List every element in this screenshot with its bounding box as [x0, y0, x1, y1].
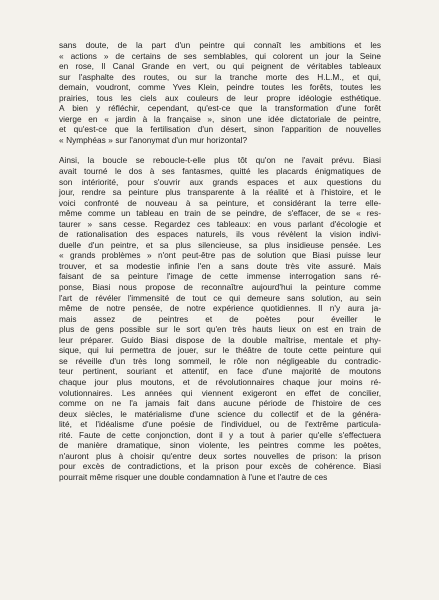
- text-line: volutionnaires. Les années qui viennent exigeront en effet de concilier,: [59, 387, 381, 398]
- text-line: ponse, Biasi nous propose de reconnaître aujourd'hui la peinture comme: [59, 282, 381, 293]
- text-line: et qu'est-ce que la fertilisation d'un désert, sinon l'apparition de nouvelles: [59, 124, 381, 135]
- text-line: leur préparer. Guido Biasi dispose de la double maîtrise, mentale et phy-: [59, 334, 381, 345]
- text-line: pour excès de contradictions, et la prison pour excès de cohérence. Biasi: [59, 461, 381, 472]
- text-line: deux siècles, le matérialisme d'une science du collectif et de la généra-: [59, 408, 381, 419]
- text-line: même comme un tableau en train de se peindre, de s'effacer, de se « res-: [59, 208, 381, 219]
- text-line: taurer » sans cesse. Regardez ces tableaux: en vous parlant d'écologie et: [59, 218, 381, 229]
- text-line: sur l'asphalte des routes, ou sur la tranche morte des H.L.M., et qui,: [59, 71, 381, 82]
- text-line: trouver, et sa modestie infinie l'en a sans doute très vite assuré. Mais: [59, 260, 381, 271]
- text-line: n'auront plus à choisir qu'entre deux sortes nouvelles de prison: la prison: [59, 450, 381, 461]
- text-line: duelle d'un peintre, et sa plus silencieuse, sa plus insidieuse pensée. Les: [59, 239, 381, 250]
- text-line: pourrait même risquer une double condamnation à l'une et l'autre de ces: [59, 471, 328, 482]
- text-line: comme on ne l'a jamais fait dans aucune période de l'histoire de ces: [59, 398, 381, 409]
- text-line: chaque jour plus moutons, et de révolutionnaires chaque jour moins ré-: [59, 376, 381, 387]
- text-line: « Nymphéas » sur l'anonymat d'un mur horizontal?: [59, 134, 248, 145]
- text-line: en rose, Il Canal Grande en vert, ou qui peignent de véritables tableaux: [59, 61, 381, 72]
- text-line: Ainsi, la boucle se reboucle-t-elle plus tôt qu'on ne l'avait prévu. Biasi: [59, 155, 381, 166]
- text-line: prairies, tous les ciels aux couleurs de leur propre idéologie esthétique.: [59, 92, 381, 103]
- text-line: jour, rendre sa peinture plus transparente à la réalité et à l'histoire, et le: [59, 187, 381, 198]
- text-line: plus de gens possible sur le sort qu'en très hauts lieux on est en train de: [59, 324, 381, 335]
- text-line: voici confronté de nouveau à sa peinture, et considérant la terre elle-: [59, 197, 381, 208]
- text-line: A bien y réfléchir, cependant, qu'est-ce que la transformation d'une forêt: [59, 103, 381, 114]
- text-line: teur pertinent, souriant et attentif, en face d'une majorité de moutons: [59, 366, 381, 377]
- text-line: demain, voudront, comme Yves Klein, peindre toutes les forêts, toutes les: [59, 82, 381, 93]
- text-line: sans doute, de la part d'un peintre qui connaît les ambitions et les: [59, 40, 381, 50]
- paragraph-2: [59, 155, 381, 482]
- paragraph-1: [59, 40, 381, 145]
- text-line: se réveille d'un très long sommeil, le rôle non négligeable du contradic-: [59, 355, 381, 366]
- text-line: rité. Faute de cette conjonction, dont il y a tout à parier qu'elle s'effectuera: [59, 429, 381, 440]
- text-line: lité, et l'idéalisme d'une poésie de l'individuel, ou de l'extrême particula-: [59, 419, 381, 430]
- text-line: de manière dramatique, sinon violente, les peintres comme les poètes,: [59, 440, 381, 451]
- text-line: « actions » de certains de ses semblables, qui colorent un jour la Seine: [59, 50, 381, 61]
- text-line: faisant de sa peinture l'image de cette immense interrogation sans ré-: [59, 271, 381, 282]
- text-line: l'art de révéler l'immensité de tout ce qui demeure sans solution, au sein: [59, 292, 381, 303]
- text-line: vierge en « jardin à la française », sinon une idée dictatoriale de peintre,: [59, 113, 381, 124]
- text-line: même de notre pensée, de notre expérience quotidiennes. Il n'y aura ja-: [59, 303, 381, 314]
- text-line: son intériorité, pour s'ouvrir aux grands espaces et aux questions du: [59, 176, 381, 187]
- text-line: mais assez de peintres et de poètes pour éveiller le: [59, 313, 381, 324]
- text-line: avait tourné le dos à ses fantasmes, quitté les placards énigmatiques de: [59, 166, 381, 177]
- text-line: sique, qui lui permettra de jouer, sur le théâtre de toute cette peinture qui: [59, 345, 381, 356]
- text-line: « grands problèmes » n'ont peut-être pas de solution que Biasi puisse leur: [59, 250, 381, 261]
- text-line: de rationalisation des espaces naturels, ils vous révèlent la vision indivi-: [59, 229, 381, 240]
- body-text: [59, 40, 381, 482]
